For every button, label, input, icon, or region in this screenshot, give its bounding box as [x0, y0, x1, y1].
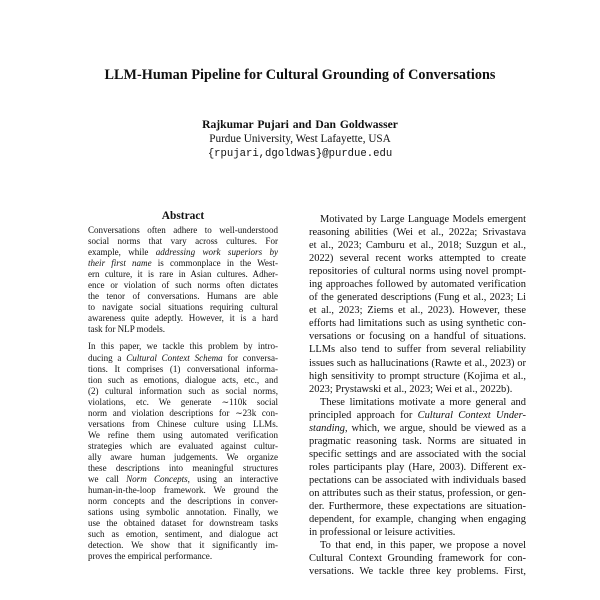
body-line: specific settings and are associated with the social	[309, 448, 526, 460]
body-line: pragmatic reasoning task. Norms are situated in	[309, 435, 526, 447]
abstract-line: norm and violation descriptions for ∼23k con-	[88, 407, 278, 418]
paper-authors: Rajkumar Pujari and Dan Goldwasser	[202, 118, 398, 131]
abstract-line: example, while addressing work superiors by	[88, 247, 278, 258]
abstract-column	[88, 225, 278, 562]
body-line: of the generated descriptions (Fung et al., 2023; Li	[309, 292, 526, 304]
abstract-line: human-in-the-loop framework. We ground the	[88, 485, 278, 496]
body-column	[309, 213, 526, 578]
emphasis-text: standing	[309, 422, 345, 434]
body-line: high sensitivity to prompt structure (Kojima et al.,	[309, 370, 526, 382]
abstract-paragraph-1	[88, 225, 278, 335]
abstract-line: task for NLP models.	[88, 324, 166, 335]
abstract-line: versations from Chinese culture using LLMs.	[88, 418, 278, 429]
abstract-line: strategies which are evaluated against cultur-	[88, 440, 278, 451]
emphasis-text: their first name	[88, 258, 152, 269]
author-affiliation: Purdue University, West Lafayette, USA	[209, 133, 391, 145]
abstract-line: (2) cultural information such as social norms,	[88, 385, 278, 396]
body-line: principled approach for Cultural Context Under-	[309, 409, 526, 421]
body-paragraph-1	[309, 213, 526, 396]
body-line: standing, which, we argue, should be viewed as a	[309, 422, 526, 434]
body-line: roles participants play (Hare, 2003). Different ex-	[309, 461, 526, 473]
body-line: repositories of cultural norms using novel prompt-	[309, 266, 526, 278]
abstract-line: we call Norm Concepts, using an interactive	[88, 474, 278, 485]
emphasis-text: addressing work superiors by	[155, 247, 278, 258]
body-paragraph-2	[309, 396, 526, 540]
body-line: Cultural Context Grounding framework for con-	[309, 553, 526, 565]
body-line: These limitations motivate a more general and	[320, 396, 526, 408]
abstract-line: norm concepts and the descriptions in conver-	[88, 496, 278, 507]
abstract-line: such as emotion, sentiment, and dialogue act	[88, 529, 278, 540]
body-line: versations or focusing on a handful of situations.	[309, 331, 526, 343]
body-line: on attributes such as their status, profession, or gen-	[309, 487, 526, 499]
abstract-line: proves the empirical performance.	[88, 551, 213, 562]
abstract-line: tion such as emotions, dialogue acts, etc., and	[88, 374, 278, 385]
abstract-line: ence or violation of such norms often dictates	[88, 280, 278, 291]
body-line: ing approaches followed by automated verification	[309, 279, 526, 291]
emphasis-text: Norm Concepts	[126, 474, 188, 485]
body-line: reasoning abilities (Wei et al., 2022a; Srivastava	[309, 227, 526, 239]
abstract-line: the tenor of conversations. Humans are able	[88, 291, 278, 302]
abstract-line: their first name is commonplace in the West-	[88, 258, 278, 269]
body-line: pectations can be associated with individuals based	[309, 474, 526, 486]
body-line: To that end, in this paper, we propose a novel	[320, 540, 526, 552]
abstract-heading: Abstract	[161, 210, 205, 222]
body-paragraph-3	[309, 539, 526, 578]
abstract-line: ally aware human judgements. We organize	[88, 451, 278, 462]
body-line: et al., 2023; Camburu et al., 2018; Suzgun et al.,	[309, 240, 526, 252]
abstract-line: to navigate social situations requiring cultural	[88, 302, 278, 313]
abstract-line: We refine them using automated verification	[88, 429, 278, 440]
abstract-line: use the obtained dataset for downstream tasks	[88, 518, 278, 529]
abstract-line: ern culture, it is rare in Asian cultures. Adher-	[88, 269, 278, 280]
abstract-line: tions. It comprises (1) conversational informa-	[88, 363, 278, 374]
abstract-line: violations, etc. We generate ∼110k social	[88, 396, 278, 407]
abstract-line: ducing a Cultural Context Schema for conversa-	[88, 352, 278, 363]
author-email: {rpujari,dgoldwas}@purdue.edu	[207, 148, 393, 160]
body-line: 2023; Prystawski et al., 2023; Wei et al., 2022b).	[309, 383, 513, 395]
abstract-line: these descriptions into meaningful structures	[88, 462, 278, 473]
abstract-line: awareness quite adeptly. However, it is a hard	[88, 313, 278, 324]
abstract-line: In this paper, we tackle this problem by intro-	[88, 341, 278, 352]
body-line: efforts had limitations such as using synthetic con-	[309, 318, 526, 330]
body-line: 2022) several recent works attempted to create	[309, 253, 526, 265]
body-line: in professional or leisure activities.	[309, 527, 456, 539]
body-line: versations. We tackle three key problems. First,	[309, 566, 526, 578]
body-line: issues such as hallucinations (Rawte et al., 2023) or	[309, 357, 526, 369]
abstract-line: sations using symbolic annotation. Finally, we	[88, 507, 278, 518]
abstract-line: social norms that vary across cultures. For	[88, 236, 278, 247]
emphasis-text: Cultural Context Schema	[126, 352, 223, 363]
body-line: Motivated by Large Language Models emergent	[320, 214, 526, 225]
body-line: der. Furthermore, these expectations are situation-	[309, 501, 526, 513]
emphasis-text: Cultural Context Under-	[417, 409, 526, 421]
abstract-line: Conversations often adhere to well-understood	[88, 225, 278, 235]
abstract-paragraph-2	[88, 341, 278, 562]
abstract-line: detection. We show that it significantly im-	[88, 540, 278, 551]
body-line: LLMs also tend to suffer from several reliability	[309, 344, 526, 356]
paper-title: LLM-Human Pipeline for Cultural Grounding of Conversations	[104, 67, 496, 83]
body-line: et al., 2023; Ziems et al., 2023). However, these	[309, 305, 526, 317]
body-line: dependent, for example, changing when engaging	[309, 514, 526, 526]
